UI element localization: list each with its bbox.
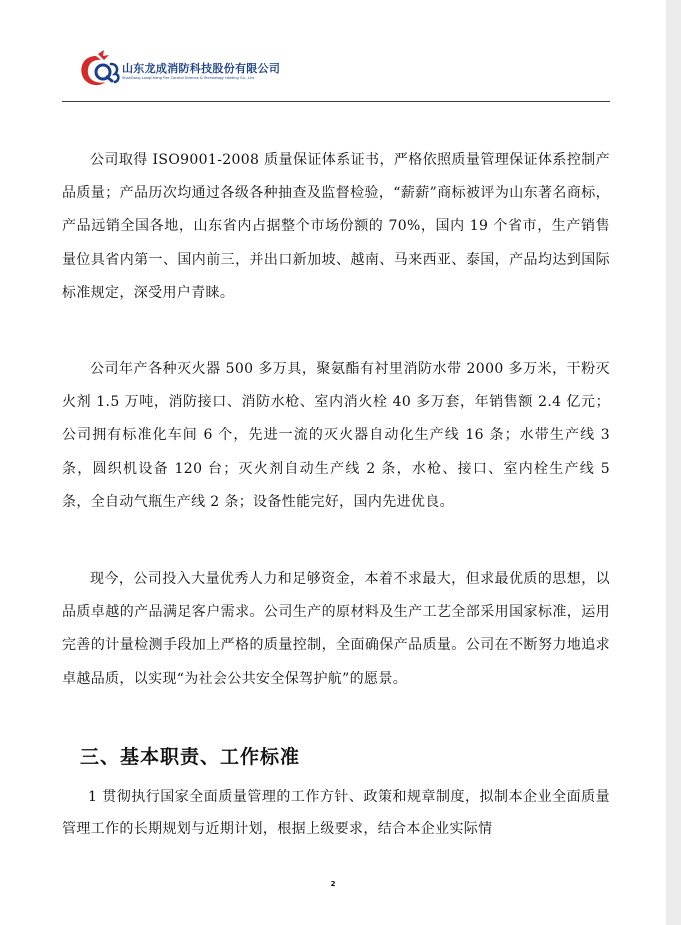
body-paragraph: 现今，公司投入大量优秀人力和足够资金，本着不求最大，但求最优质的思想，以品质卓越的产品满足客户需求。公司生产的原材料及生产工艺全部采用国家标准，运用完善的计量检测手段加上严格的质量控制，全面确保产品质量。公司在不断努力地追求卓越品质，以实现“为社会公共安全保驾护航”的愿景。	[62, 571, 610, 687]
page-number: 2	[330, 880, 336, 888]
section-paragraph: 1 贯彻执行国家全面质量管理的工作方针、政策和规章制度，拟制本企业全面质量管理工作的长期规划与近期计划，根据上级要求，结合本企业实际情	[62, 789, 610, 837]
company-name-cn: 山东龙成消防科技股份有限公司	[122, 62, 281, 75]
header-divider	[62, 101, 610, 102]
company-name-en: ShanDong LongCheng Fire Control Science & Technology Holding Co., Ltd.	[122, 76, 255, 80]
viewer-gutter	[666, 0, 681, 925]
section-heading: 三、基本职责、工作标准	[80, 746, 301, 768]
body-paragraph: 公司取得 ISO9001-2008 质量保证体系证书，严格依照质量管理保证体系控制产品质量；产品历次均通过各级各种抽查及监督检验，“薪薪”商标被评为山东著名商标，产品远销全国各地，山东省内占据整个市场份额的 70%，国内 19 个省市，生产销售量位具省内第一、国内前三，并出口新加坡、越南、马来西亚、泰国，产品均达到国际标准规定，深受用户青睐。	[62, 152, 610, 301]
letterhead	[62, 48, 610, 100]
company-logo-icon	[74, 50, 124, 90]
body-paragraph: 公司年产各种灭火器 500 多万具，聚氨酯有衬里消防水带 2000 多万米，干粉灭火剂 1.5 万吨，消防接口、消防水枪、室内消火栓 40 多万套，年销售额 2.4 亿元；公司拥有标准化车间 6 个，先进一流的灭火器自动化生产线 16 条；水带生产线 3 条，圆织机设备 120 台；灭火剂自动生产线 2 条，水枪、接口、室内栓生产线 5 条，全自动气瓶生产线 2 条；设备性能完好，国内先进优良。	[62, 361, 610, 510]
